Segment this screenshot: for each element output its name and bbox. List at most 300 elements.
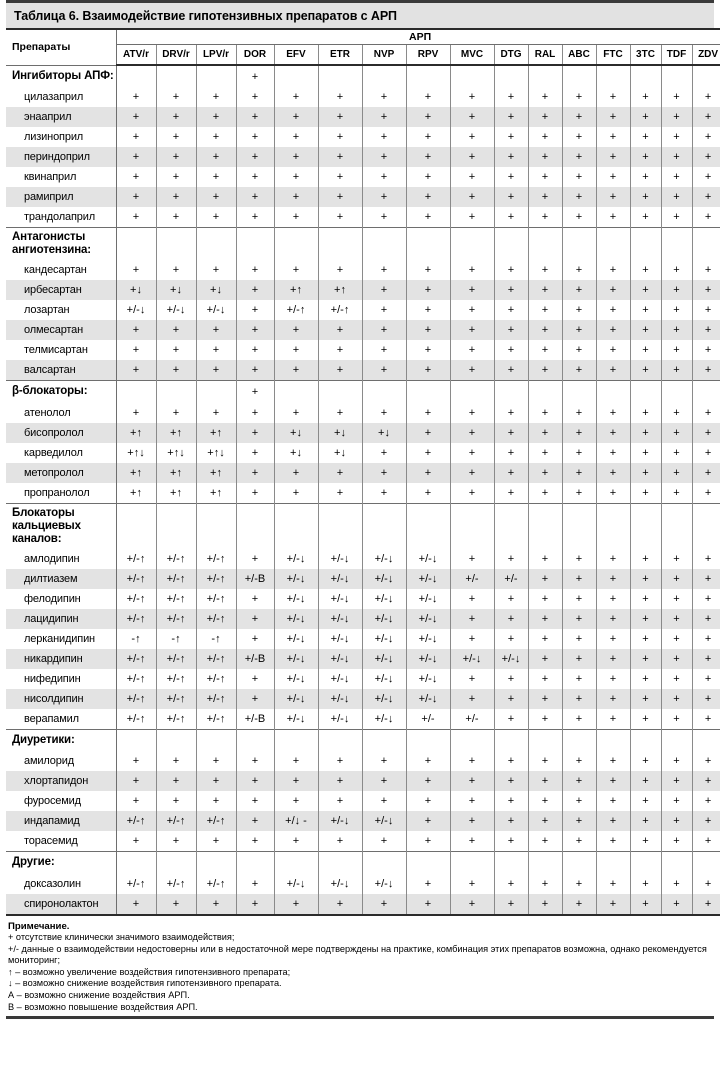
interaction-cell: +/-↑ [156,874,196,894]
interaction-cell: + [528,894,562,915]
section-header-cell [661,503,692,549]
section-header-cell [562,852,596,874]
interaction-cell: + [661,320,692,340]
interaction-cell: + [274,751,318,771]
interaction-cell: + [274,831,318,852]
section-label: Блокаторы кальциевых каналов: [6,503,116,549]
interaction-cell: + [562,831,596,852]
interaction-cell: + [274,87,318,107]
section-header-cell [318,503,362,549]
interaction-cell: + [661,811,692,831]
table-row [6,669,720,689]
interaction-cell: + [661,280,692,300]
interaction-cell: + [494,874,528,894]
interaction-cell: + [596,549,630,569]
interaction-cell: + [450,771,494,791]
table-row [6,771,720,791]
interaction-cell: + [406,443,450,463]
interaction-cell: +/-↑ [196,709,236,730]
interaction-cell: + [450,589,494,609]
interaction-cell: + [236,167,274,187]
interaction-cell: +/-↓ [318,709,362,730]
section-header-cell [406,852,450,874]
section-header-cell [692,852,720,874]
drug-name: спиронолактон [6,894,116,915]
section-header-cell [406,381,450,403]
interaction-cell: + [116,147,156,167]
interaction-cell: + [116,87,156,107]
interaction-cell: +/-↓ [318,874,362,894]
interaction-cell: + [362,280,406,300]
interaction-cell: + [362,127,406,147]
interaction-cell: + [494,609,528,629]
interaction-cell: + [362,771,406,791]
interaction-cell: + [494,894,528,915]
interaction-cell: + [494,483,528,504]
interaction-cell: + [494,589,528,609]
table-row [6,811,720,831]
interaction-cell: + [406,463,450,483]
interaction-cell: + [692,549,720,569]
interaction-cell: +/-↓ [318,649,362,669]
section-header-cell [528,65,562,87]
header-col-lpv-r: LPV/r [196,44,236,65]
interaction-cell: + [692,207,720,228]
section-header-cell [236,729,274,751]
interaction-cell: + [692,107,720,127]
interaction-cell: + [528,87,562,107]
interaction-cell: + [630,791,661,811]
interaction-cell: + [596,340,630,360]
interaction-cell: + [630,167,661,187]
section-header-cell [236,228,274,261]
interaction-cell: + [596,300,630,320]
interaction-cell: + [450,187,494,207]
interaction-cell: + [630,87,661,107]
section-header-cell [630,381,661,403]
interaction-cell: + [661,689,692,709]
interaction-cell: + [661,207,692,228]
header-col-ral: RAL [528,44,562,65]
interaction-cell: + [596,791,630,811]
interaction-cell: + [528,629,562,649]
interaction-cell: +/- [494,569,528,589]
interaction-cell: + [318,167,362,187]
section-header-cell [630,852,661,874]
interaction-cell: +/-↑ [116,709,156,730]
section-header-cell [450,503,494,549]
header-col-etr: ETR [318,44,362,65]
section-header-cell [196,852,236,874]
table-body [6,65,720,915]
section-header-cell [156,381,196,403]
header-col-tdf: TDF [661,44,692,65]
interaction-cell: + [692,320,720,340]
interaction-cell: + [406,831,450,852]
page-title: Таблица 6. Взаимодействие гипотензивных препаратов с АРП [6,0,714,28]
interaction-cell: + [236,260,274,280]
interaction-cell: + [692,280,720,300]
interaction-cell: + [494,811,528,831]
interaction-cell: + [630,320,661,340]
interaction-cell: + [692,147,720,167]
section-header-cell [116,381,156,403]
section-header-cell [274,503,318,549]
interaction-cell: + [236,187,274,207]
section-header-cell [156,729,196,751]
interaction-cell: + [630,649,661,669]
interaction-cell: + [236,689,274,709]
interaction-cell: +/-↓ [406,629,450,649]
interaction-cell: + [562,609,596,629]
interaction-cell: +↓ [274,423,318,443]
section-header-cell [528,228,562,261]
interaction-cell: + [596,689,630,709]
interaction-cell: + [596,874,630,894]
interaction-cell: + [596,609,630,629]
interaction-cell: + [156,360,196,381]
interaction-cell: +/-↑ [116,811,156,831]
interaction-cell: + [274,320,318,340]
note-line: ↓ – возможно снижение воздействия гипотензивного препарата. [8,978,282,989]
interaction-cell: + [494,280,528,300]
interaction-cell: + [156,187,196,207]
interaction-cell: + [236,483,274,504]
interaction-cell: + [630,549,661,569]
note-line: +/- данные о взаимодействии недостоверны или в недостаточной мере подтверждены на практике, комбинация этих препаратов возможна, однако рекомендуется мониторинг; [8,943,707,966]
drug-name: нифедипин [6,669,116,689]
interaction-cell: + [528,300,562,320]
section-header-cell [274,852,318,874]
interaction-cell: + [494,320,528,340]
table-header [6,29,720,65]
interaction-cell: + [274,340,318,360]
interaction-cell: + [450,443,494,463]
interaction-cell: +/-↓ [274,689,318,709]
interaction-cell: + [661,360,692,381]
table-row [6,87,720,107]
interaction-cell: + [562,649,596,669]
interaction-cell: + [156,831,196,852]
interaction-cell: +↑↓ [116,443,156,463]
interaction-cell: +/-↓ [318,549,362,569]
interaction-cell: + [196,207,236,228]
interaction-cell: +/-↑ [196,609,236,629]
interaction-cell: + [661,127,692,147]
interaction-cell: + [362,147,406,167]
interaction-cell: + [692,360,720,381]
interaction-cell: + [630,589,661,609]
interaction-cell: + [494,360,528,381]
table-row [6,751,720,771]
table-row [6,569,720,589]
interaction-cell: + [362,791,406,811]
section-header-cell [196,65,236,87]
interaction-cell: + [450,107,494,127]
header-col-dor: DOR [236,44,274,65]
drug-name: пропранолол [6,483,116,504]
interaction-cell: + [236,107,274,127]
interaction-cell: + [494,463,528,483]
interaction-cell: + [494,167,528,187]
interaction-cell: + [494,629,528,649]
interaction-cell: + [528,709,562,730]
interaction-cell: + [406,167,450,187]
interaction-cell: + [196,127,236,147]
interaction-cell: + [596,207,630,228]
interaction-cell: + [494,207,528,228]
table-row [6,894,720,915]
interaction-cell: + [494,549,528,569]
interaction-cell: + [450,167,494,187]
section-header-cell [450,381,494,403]
interaction-cell: + [156,320,196,340]
interaction-cell: + [406,207,450,228]
interaction-cell: + [362,831,406,852]
interaction-cell: +↓ [274,443,318,463]
interaction-cell: + [494,403,528,423]
interaction-cell: + [318,87,362,107]
section-header-cell [406,503,450,549]
interaction-cell: +/-↓ [406,689,450,709]
interaction-cell: + [362,443,406,463]
interaction-cell: + [362,751,406,771]
interaction-cell: + [236,403,274,423]
interaction-cell: + [630,874,661,894]
interaction-cell: + [528,280,562,300]
section-header-cell [494,503,528,549]
interaction-cell: + [450,831,494,852]
interaction-cell: + [630,443,661,463]
interaction-cell: +↑↓ [156,443,196,463]
interaction-cell: +/-↓ [450,649,494,669]
interaction-cell: + [596,127,630,147]
interaction-cell: + [562,360,596,381]
section-header-cell [116,65,156,87]
section-header-cell [362,852,406,874]
interaction-cell: + [236,751,274,771]
interaction-cell: + [494,831,528,852]
drug-name: фелодипин [6,589,116,609]
interaction-cell: + [274,403,318,423]
table-row [6,709,720,730]
header-group-row [6,29,720,44]
interaction-cell: + [406,340,450,360]
interaction-cell: + [318,791,362,811]
interaction-cell: + [630,629,661,649]
interaction-cell: + [494,751,528,771]
section-header-cell [156,503,196,549]
interaction-cell: +/-↓ [494,649,528,669]
interaction-cell: + [406,360,450,381]
drug-name: кандесартан [6,260,116,280]
interaction-cell: +↑ [196,463,236,483]
interaction-cell: + [528,791,562,811]
interaction-cell: + [692,127,720,147]
section-header-cell [596,729,630,751]
table-row [6,874,720,894]
section-header-cell [362,729,406,751]
interaction-cell: + [661,609,692,629]
section-header-cell [274,228,318,261]
interaction-cell: + [318,483,362,504]
section-header-row [6,729,720,751]
interaction-cell: + [528,751,562,771]
interaction-cell: + [236,320,274,340]
interaction-cell: + [661,649,692,669]
interaction-cell: + [236,87,274,107]
interaction-cell: + [406,147,450,167]
interaction-cell: + [450,894,494,915]
interaction-cell: + [236,423,274,443]
drug-name: олмесартан [6,320,116,340]
interaction-cell: + [562,874,596,894]
interaction-cell: + [692,609,720,629]
interaction-cell: + [562,689,596,709]
interaction-cell: + [450,874,494,894]
section-header-cell [692,65,720,87]
interaction-cell: + [318,360,362,381]
section-header-cell [156,852,196,874]
interaction-cell: +↑ [274,280,318,300]
interaction-cell: + [318,147,362,167]
section-header-cell [562,228,596,261]
interaction-cell: + [494,771,528,791]
interaction-cell: +/-↑ [116,569,156,589]
interaction-cell: +/-↑ [116,874,156,894]
interaction-cell: + [596,811,630,831]
interaction-cell: +/- [450,709,494,730]
interaction-cell: + [494,87,528,107]
interaction-cell: + [692,629,720,649]
interaction-cell: + [528,483,562,504]
interaction-cell: + [661,629,692,649]
interaction-cell: +/-↓ [362,569,406,589]
section-header-cell [661,852,692,874]
interaction-cell: + [661,107,692,127]
interaction-cell: +/-↓ [156,300,196,320]
interaction-cell: + [630,894,661,915]
interaction-cell: + [630,403,661,423]
section-header-cell [494,729,528,751]
drug-name: амлодипин [6,549,116,569]
interaction-cell: + [630,340,661,360]
section-header-cell [661,381,692,403]
interaction-cell: + [318,831,362,852]
interaction-cell: +/-↑ [116,609,156,629]
drug-name: периндоприл [6,147,116,167]
table-row [6,280,720,300]
interaction-cell: + [236,669,274,689]
section-header-row [6,381,720,403]
interaction-cell: + [494,689,528,709]
interaction-cell: + [528,589,562,609]
section-header-cell [494,65,528,87]
drug-name: хлортапидон [6,771,116,791]
interaction-cell: + [661,669,692,689]
interaction-cell: + [661,589,692,609]
interaction-cell: +/-↑ [156,569,196,589]
section-header-cell [596,228,630,261]
interaction-cell: + [596,87,630,107]
interaction-cell: + [562,187,596,207]
interaction-cell: + [450,549,494,569]
interaction-table [6,28,720,916]
interaction-cell: + [596,589,630,609]
interaction-cell: +/-↓ [362,689,406,709]
interaction-cell: + [156,87,196,107]
interaction-cell: + [196,260,236,280]
interaction-cell: + [528,403,562,423]
interaction-cell: +/-↓ [406,669,450,689]
interaction-cell: +/-↑ [156,669,196,689]
interaction-cell: + [692,483,720,504]
drug-name: валсартан [6,360,116,381]
interaction-cell: + [318,771,362,791]
interaction-cell: + [562,709,596,730]
interaction-cell: + [630,483,661,504]
interaction-cell: + [156,127,196,147]
interaction-cell: + [630,147,661,167]
interaction-cell: +↑ [196,483,236,504]
interaction-cell: + [406,423,450,443]
section-header-cell: + [236,65,274,87]
interaction-cell: + [236,340,274,360]
interaction-cell: + [692,403,720,423]
interaction-cell: +↑ [116,423,156,443]
section-header-cell [692,228,720,261]
interaction-cell: +/-↑ [196,569,236,589]
interaction-cell: + [406,791,450,811]
section-header-cell [406,228,450,261]
section-header-cell [362,65,406,87]
section-header-cell [562,729,596,751]
interaction-cell: + [596,629,630,649]
interaction-cell: + [661,791,692,811]
interaction-cell: +↓ [196,280,236,300]
interaction-cell: +↑ [196,423,236,443]
interaction-cell: + [596,423,630,443]
interaction-cell: +/-↑ [116,649,156,669]
interaction-cell: + [692,340,720,360]
interaction-cell: + [450,629,494,649]
interaction-cell: + [562,751,596,771]
interaction-cell: + [450,127,494,147]
section-header-cell [661,65,692,87]
interaction-cell: + [406,87,450,107]
interaction-cell: + [562,483,596,504]
interaction-cell: +/-↑ [196,874,236,894]
section-header-cell [362,503,406,549]
interaction-cell: + [630,260,661,280]
table-row [6,187,720,207]
interaction-cell: + [692,649,720,669]
interaction-cell: + [450,340,494,360]
section-header-cell [562,65,596,87]
drug-name: лизиноприл [6,127,116,147]
interaction-cell: + [661,483,692,504]
interaction-cell: +/-↓ [362,874,406,894]
interaction-cell: + [116,751,156,771]
interaction-cell: + [236,549,274,569]
interaction-cell: + [528,649,562,669]
interaction-cell: + [494,791,528,811]
interaction-cell: + [406,127,450,147]
interaction-cell: + [116,771,156,791]
interaction-cell: + [562,147,596,167]
drug-name: фуросемид [6,791,116,811]
interaction-cell: + [494,127,528,147]
